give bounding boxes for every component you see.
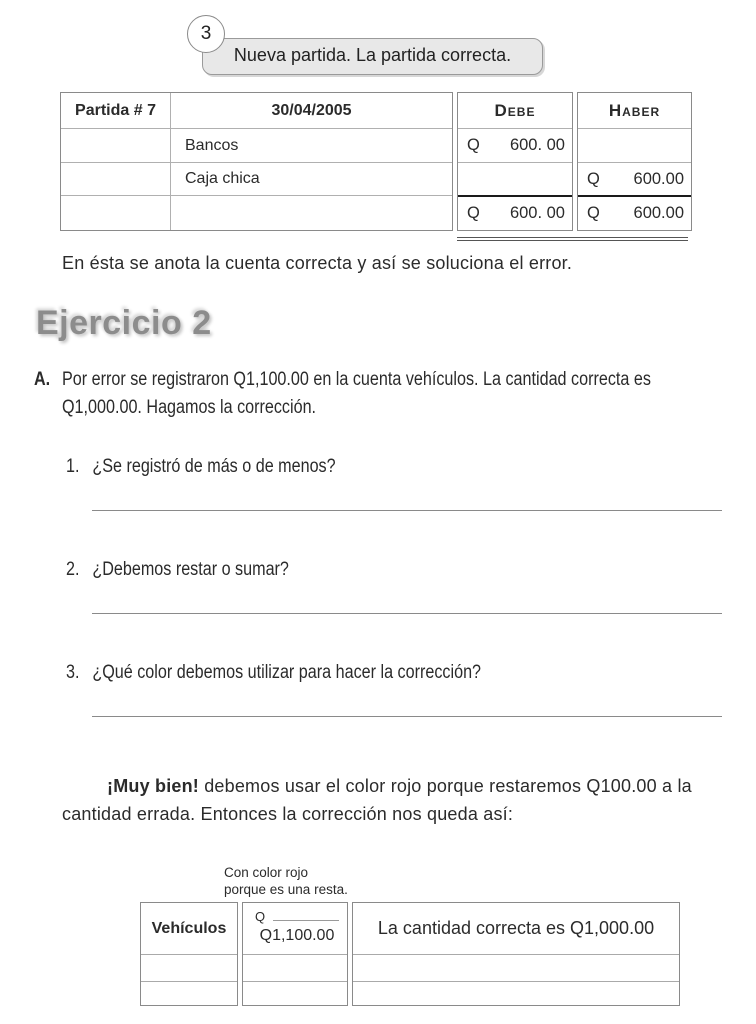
debe-cell (458, 128, 572, 162)
entry-table-header-row (61, 93, 452, 128)
empty-cell (141, 954, 237, 981)
header-debe: Debe (494, 100, 536, 120)
question-2-text: ¿Debemos restar o sumar? (92, 559, 289, 580)
wrong-amount: Q1,100.00 (259, 927, 335, 944)
correction-note-line1: Con color rojo (224, 865, 309, 880)
correction-note (224, 864, 348, 898)
question-1-number: 1. (66, 456, 80, 477)
haber-cell (578, 128, 691, 162)
haber-total-amount: 600.00 (633, 204, 684, 222)
question-3-number: 3. (66, 662, 80, 683)
currency-symbol: Q (587, 204, 600, 222)
feedback-bold: ¡Muy bien! (107, 776, 199, 796)
question-1 (66, 456, 336, 478)
debe-total-cell (458, 195, 572, 230)
answer-blank-2 (92, 613, 722, 614)
entry-table-main (60, 92, 453, 231)
empty-cell (353, 954, 679, 981)
correction-table-amount-column (242, 902, 348, 1006)
exercise-a-line2: Q1,000.00. Hagamos la corrección. (62, 397, 317, 418)
header-haber: Haber (608, 100, 661, 120)
account-cell: Caja chica (185, 170, 260, 187)
totals-double-rule (457, 237, 688, 241)
empty-cell (141, 981, 237, 1005)
debe-header-cell (458, 93, 572, 128)
debe-cell (458, 162, 572, 195)
currency-symbol: Q (467, 204, 480, 222)
header-partida: Partida # 7 (61, 93, 171, 128)
answer-blank-3 (92, 716, 722, 717)
currency-symbol: Q (587, 169, 600, 188)
empty-cell (243, 981, 347, 1005)
folio-cell (61, 129, 171, 162)
step-number: 3 (200, 23, 212, 44)
currency-symbol: Q (467, 136, 480, 154)
table-row (61, 195, 452, 230)
feedback-line2: cantidad errada. Entonces la corrección nos queda así: (62, 804, 514, 824)
correction-table-account-column (140, 902, 238, 1006)
question-1-text: ¿Se registró de más o de menos? (92, 456, 336, 477)
debe-amount: 600. 00 (509, 136, 565, 154)
haber-header-cell (578, 93, 691, 128)
account-cell: Bancos (185, 136, 239, 154)
section-heading: Ejercicio 2 (36, 304, 212, 342)
question-2-number: 2. (66, 559, 80, 580)
feedback-line1-rest: debemos usar el color rojo porque restaremos Q100.00 a la (199, 776, 692, 796)
question-3 (66, 662, 481, 684)
correction-note-line2: porque es una resta. (224, 882, 348, 897)
callout-label: Nueva partida. La partida correcta. (233, 45, 512, 65)
correction-table-note-column (352, 902, 680, 1006)
haber-cell (578, 162, 691, 195)
debe-total-amount: 600. 00 (509, 204, 565, 222)
table-caption: En ésta se anota la cuenta correcta y así se soluciona el error. (62, 253, 573, 273)
folio-cell (61, 163, 171, 195)
amount-blank-line (273, 920, 339, 921)
amount-cell (243, 903, 347, 954)
answer-blank-1 (92, 510, 722, 511)
feedback-line1 (107, 776, 692, 797)
entry-table-debe-column (457, 92, 573, 231)
haber-amount: 600.00 (633, 169, 684, 188)
empty-cell (353, 981, 679, 1005)
table-row (61, 128, 452, 162)
account-name-cell: Vehículos (151, 919, 227, 937)
table-row (61, 162, 452, 195)
question-3-text: ¿Qué color debemos utilizar para hacer la corrección? (92, 662, 482, 683)
exercise-a-line1: Por error se registraron Q1,100.00 en la cuenta vehículos. La cantidad correcta es (62, 369, 651, 390)
correct-amount-note: La cantidad correcta es Q1,000.00 (377, 918, 655, 938)
empty-cell (243, 954, 347, 981)
entry-table-haber-column (577, 92, 692, 231)
exercise-a-marker: A. (34, 369, 51, 390)
currency-symbol: Q (255, 909, 266, 924)
header-date: 30/04/2005 (271, 101, 352, 119)
callout-box (202, 38, 543, 75)
question-2 (66, 559, 289, 581)
haber-total-cell (578, 195, 691, 230)
step-number-badge (187, 15, 225, 53)
folio-cell (61, 196, 171, 230)
account-cell (171, 196, 452, 230)
